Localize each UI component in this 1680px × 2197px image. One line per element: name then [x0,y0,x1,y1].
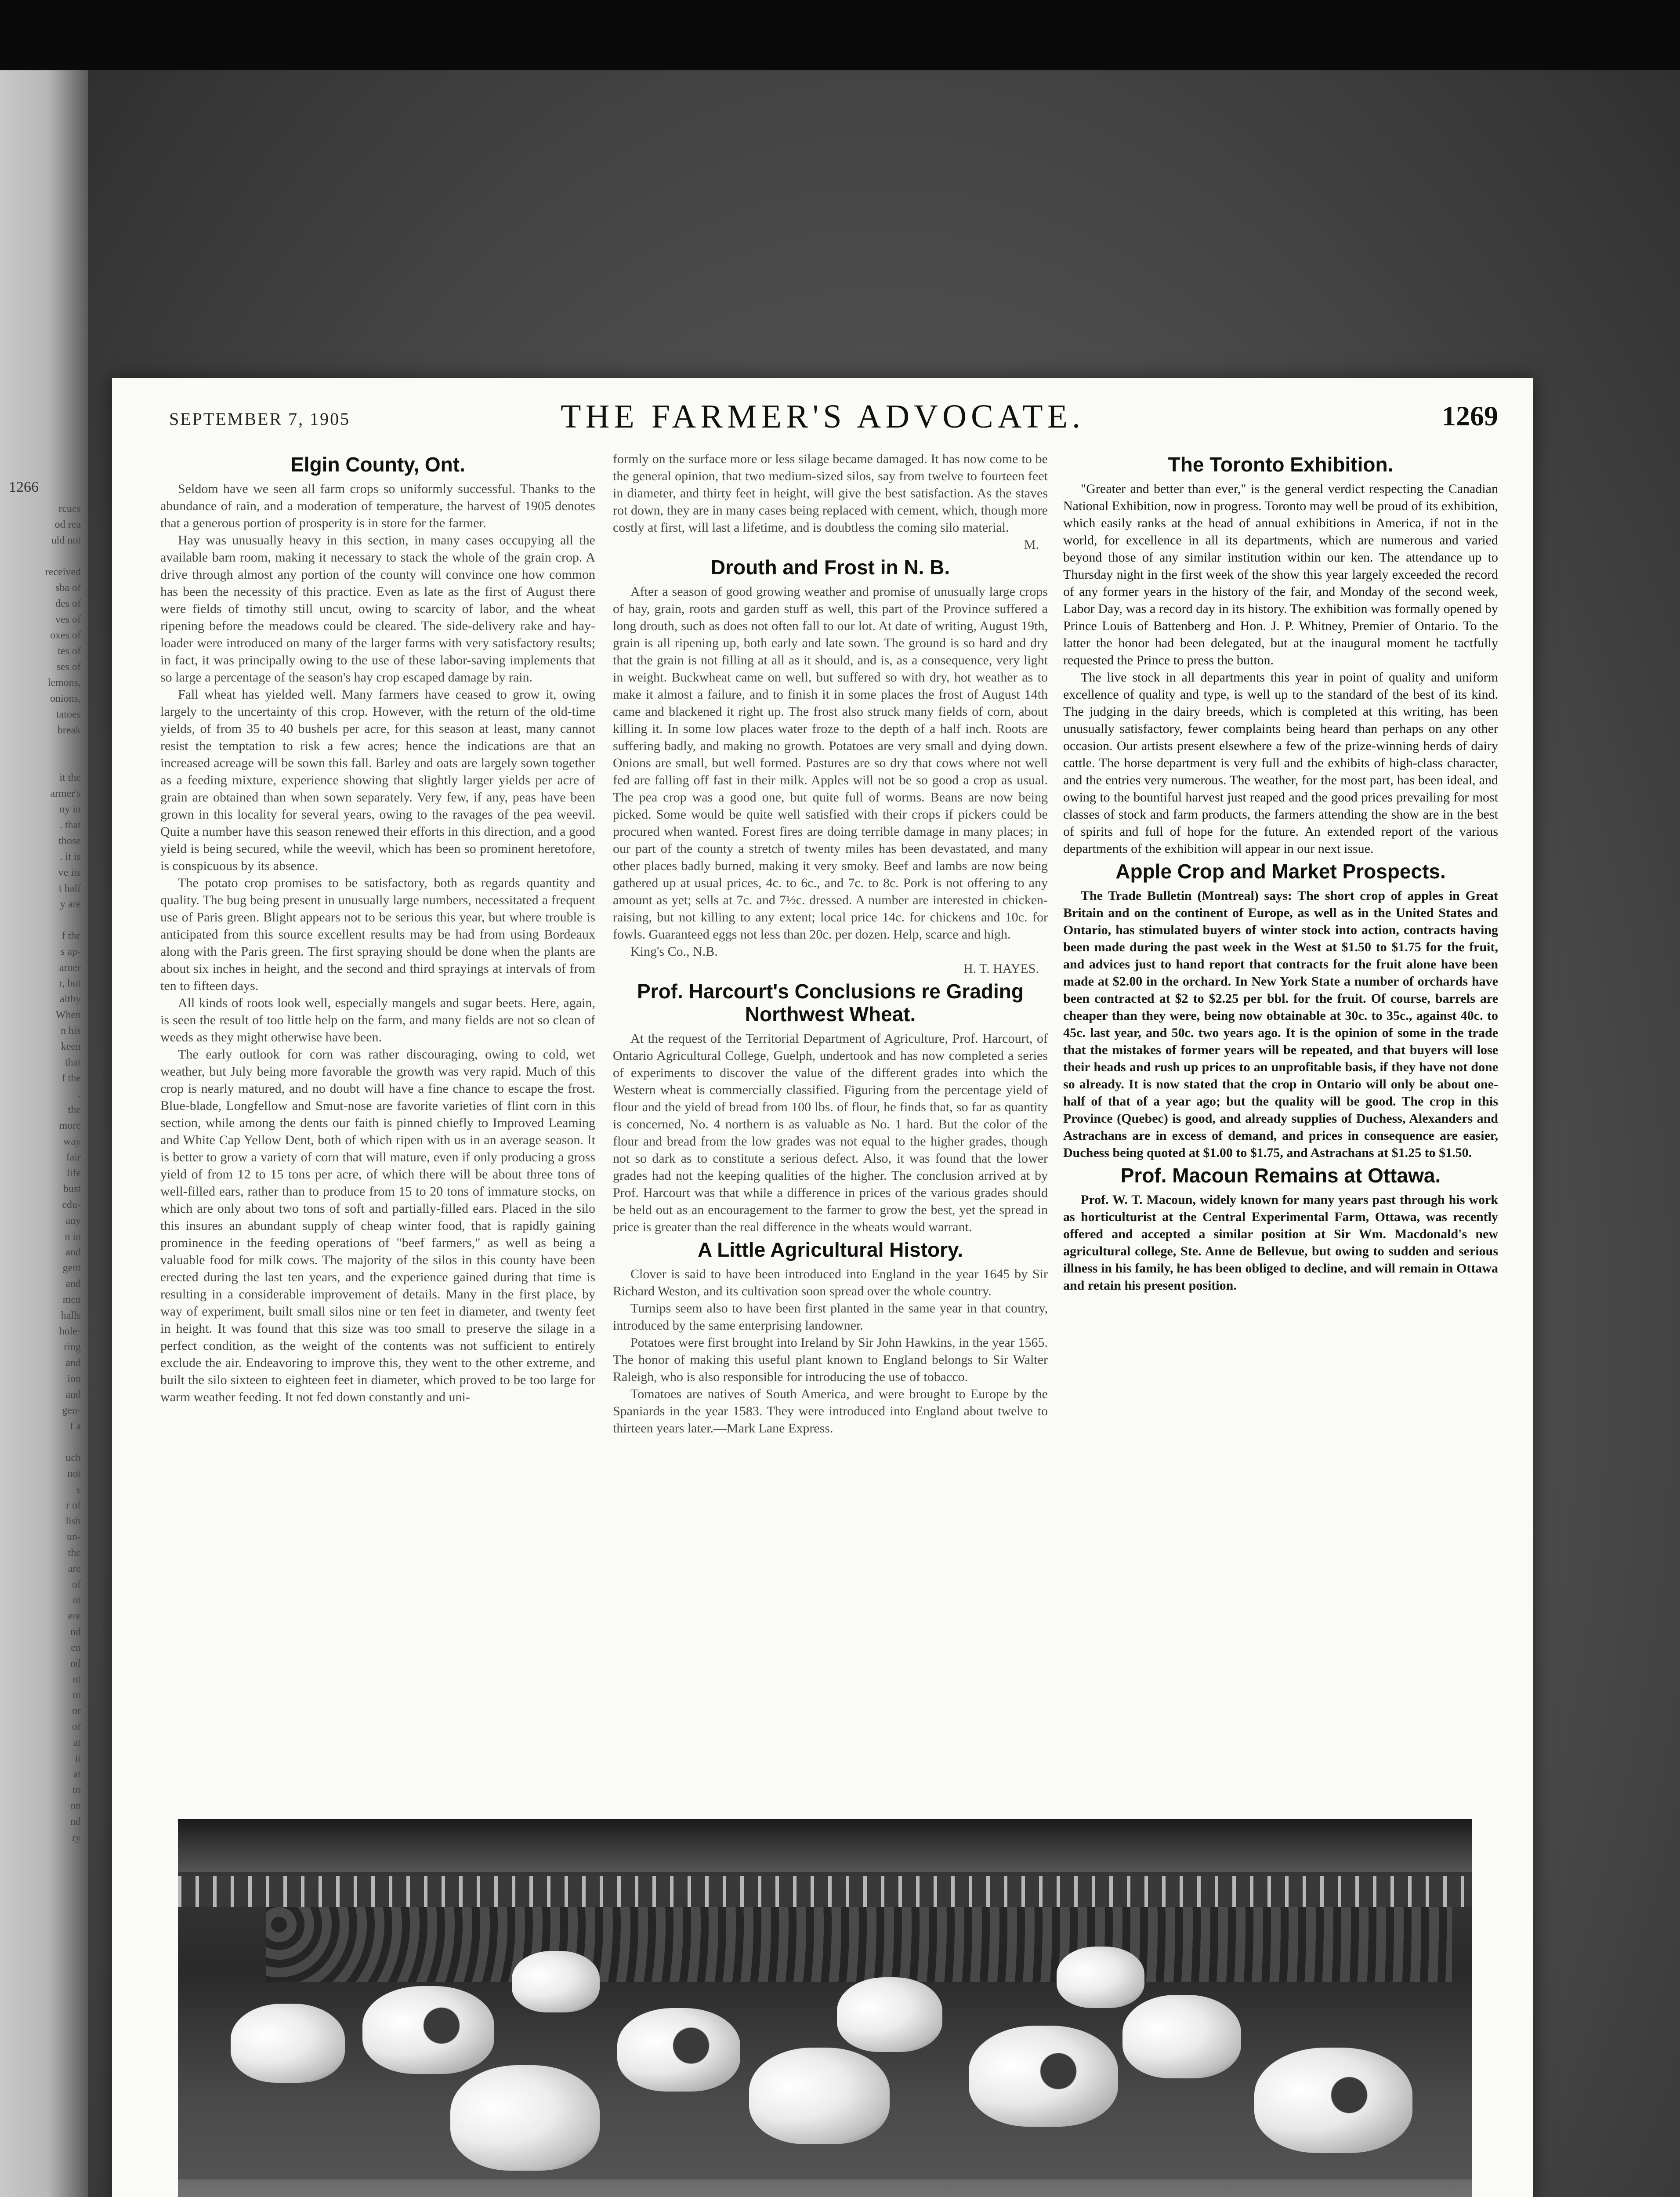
article-title-history: A Little Agricultural History. [697,1238,963,1261]
article-signature: M. [1024,537,1039,552]
cow-figure [969,2026,1118,2127]
paragraph: The Trade Bulletin (Montreal) says: The short crop of apples in Great Britain and on the continent of Europe, as well as in the United States and Ontario, has stimulated buyers of winter stock into action, contracts having been made during the past week in the West at $1.50 to $1.75 for the fruit, and advices just to hand report that contracts for the fruit alone have been made at $2.00 in the orchard. In New York State a number of orchards have been contracted at $2 to $2.25 per bbl. for the fruit. Of course, barrels are cheaper than they were, being now obtainable at 30c. to 35c., against 40c. to 45c. last year, and 50c. two years ago. It is the opinion of some in the trade that the mistakes of former years will be repeated, and that buyers will lose their heads and rush up prices to an unprofitable basis, if they have not done so already. It is now stated that the crop in Ontario will only be about one-half of that of a year ago; but the quality will be good. The crop in this Province (Quebec) is good, and already supplies of Duchess, Alexanders and Astrachans are in excess of demand, and prices in consequence are easier, Duchess being quoted at $1.00 to $1.75, and Astrachans at $1.25 to $1.50. [1063,888,1498,1160]
cattle-photograph [178,1819,1472,2197]
paragraph: The early outlook for corn was rather discouraging, owing to cold, wet weather, but July being more favorable the growth was very rapid. Much of this crop is nearly matured, and no doubt will have a fine chance to escape the frost. Blue-blade, Longfellow and Smut-nose are favorite varieties of flint corn in this section, while among the dents our faith is pinned chiefly to Improved Leaming and White Cap Yellow Dent, both of which ripen with us in an average season. It is better to grow a variety of corn that will mature, even if only producing a gross yield of from 12 to 15 tons per acre, of which there will be about three tons of well-filled ears, rather than to produce from 15 to 20 tons of immature stocks, on which are only about two tons of soft and partially-filled ears. Placed in the silo this insures an abundant supply of cheap winter food, that is rapidly gaining prominence in the feeding operations of "beef farmers," as well as being a valuable food for milk cows. The majority of the silos in this county have been erected during the last ten years, and the experience gained during that time is resulting in a considerable improvement of details. Many in the first place, by way of experiment, built small silos nine or ten feet in diameter, and twenty feet in height. It was found that this size was too small to preserve the silage in a perfect condition, as the weight of the contents was not sufficient to entirely exclude the air. Endeavoring to improve this, they went to the other extreme, and built the silo sixteen to eighteen feet in diameter, which proved to be too large for warm weather feeding. It not fed down constantly and uni- [160,1047,595,1404]
cow-figure [617,2008,740,2092]
paragraph: At the request of the Territorial Department of Agriculture, Prof. Harcourt, of Ontario Agricultural College, Guelph, undertook and has now completed a series of experiments to discover the value of the different grades into which the Western wheat is commercially classified. Figuring from the percentage yield of flour and the yield of bread from 100 lbs. of flour, he finds that, so far as quantity is concerned, No. 4 northern is as valuable as No. 1 hard. But the color of the flour and bread from the low grades was not equal to the higher grades, though not so dark as to constitute a serious defect. Also, it was found that the lower grades had not the keeping qualities of the higher. The conclusion arrived at by Prof. Harcourt was that while a difference in prices of the various grades should be held out as an encouragement to the farmer to grow the best, yet the spread in price is greater than the real difference in the wheats would warrant. [613,1031,1048,1234]
photo-fence [178,1876,1472,1907]
article-body-elgin [160,480,595,1406]
paragraph: The live stock in all departments this year in point of quality and uniform excellence of quality and type, is well up to the standard of the best of its kind. The judging in the dairy breeds, which is completed at this writing, has been unusually satisfactory, fewer complaints being heard than perhaps on any other occasion. Our artists present elsewhere a few of the prize-winning herds of dairy cattle. The horse department is very full and the exhibits of high-class character, and the entries very numerous. The weather, for the most part, has been ideal, and owing to the bountiful harvest just reaped and the good prices prevailing for most classes of stock and farm products, the farmers attending the show are in the best of spirits and full of hope for the future. An extended report of the various departments of the exhibition will appear in our next issue. [1063,670,1498,856]
paragraph: All kinds of roots look well, especially mangels and sugar beets. Here, again, is seen the result of too little help on the farm, and many fields are not so clean of weeds as they might otherwise have been. [160,996,595,1044]
article-signature: H. T. HAYES. [963,961,1039,976]
paragraph: Clover is said to have been introduced into England in the year 1645 by Sir Richard Weston, and its cultivation soon spread over the whole country. [613,1267,1048,1298]
column-2 [613,450,1048,1437]
paragraph: Prof. W. T. Macoun, widely known for many years past through his work as horticulturist at the Central Experimental Farm, Ottawa, was recently offered and accepted a similar position at Sir Wm. Macdonald's new agricultural college, Ste. Anne de Bellevue, but owing to sudden and serious illness in his family, he has been obliged to decline, and will remain in Ottawa and retain his present position. [1063,1193,1498,1293]
left-page-number: 1266 [9,479,39,495]
cow-figure [1122,1995,1241,2078]
paragraph: Tomatoes are natives of South America, and were brought to Europe by the Spaniards in the year 1583. They were introduced into England about twelve to thirteen years later.—Mark Lane Express. [613,1387,1048,1436]
continued-paragraph: formly on the surface more or less silage became damaged. It has now come to be the general opinion, that two medium-sized silos, say from twelve to fourteen feet in diameter, and thirty feet in height, will give the best satisfaction. As the staves rot down, they are in many cases being replaced with cement, which, though more costly at first, will last a lifetime, and is doubtless the coming silo material. [613,452,1048,535]
page-header [112,395,1533,439]
cow-figure [512,1951,600,2012]
cow-figure [450,2065,600,2171]
cow-figure [362,1986,494,2074]
photo-crowd [266,1907,1452,1982]
page-number: 1269 [1442,400,1498,431]
article-title-apple-crop: Apple Crop and Market Prospects. [1115,860,1446,883]
article-title-macoun: Prof. Macoun Remains at Ottawa. [1120,1164,1441,1187]
article-dateline: King's Co., N.B. [630,944,718,959]
column-1 [160,450,595,1406]
left-page-text-fragments: rcues od rea uld not received sba of des of ves of oxes of tes of ses of lemons, onions, tatoes break it the armer's ny in . that those . it is ve its t half y are f the s ap- arner r, but althy When n his keen that f the . the more way fair life bust edu- any n in and gent and men halls hole- ring and ion and gen- f a uch not s r of lish un- the are of nt ere nd en nd nt to or of at it at to on nd ry [45,503,81,1843]
paragraph: Potatoes were first brought into Ireland by Sir John Hawkins, in the year 1565. The honor of making this useful plant known to England belongs to Sir Walter Raleigh, who is also responsible for introducing the use of tobacco. [613,1335,1048,1384]
cow-figure [837,1977,942,2052]
photo-roof [178,1819,1472,1872]
column-3 [1063,450,1498,1294]
paragraph: Turnips seem also to have been first planted in the same year in that country, introduced by the same enterprising landowner. [613,1301,1048,1333]
cow-figure [749,2048,890,2144]
cow-figure [1254,2048,1412,2153]
issue-date: SEPTEMBER 7, 1905 [169,409,351,429]
article-title-drouth: Drouth and Frost in N. B. [710,556,950,579]
masthead-title: THE FARMER'S ADVOCATE. [561,398,1085,435]
article-title-harcourt: Prof. Harcourt's Conclusions re Grading Northwest Wheat. [637,980,1024,1026]
article-title-toronto-exhibition: The Toronto Exhibition. [1168,453,1394,476]
newspaper-page [112,378,1533,2197]
film-border-top [0,0,1680,70]
paragraph: After a season of good growing weather and promise of unusually large crops of hay, grain, roots and garden stuff as well, this part of the Province suffered a long drouth, such as does not often fall to our lot. At date of writing, August 19th, grain is all ripening up, both early and late sown. The ground is so hard and dry that the grain is not filling at all as it should, and is, as a consequence, very light in weight. Buckwheat came on well, but suffered so with dry, hot weather as to make it almost a failure, and to finish it in some places the frost of August 14th came and blackened it right up. The frost also struck many fields of corn, about killing it. In some low places water froze to the depth of a half inch. Roots are suffering badly, and making no growth. Potatoes are very small and dying down. Onions are small, but well formed. Pastures are so dry that cows where not well fed are falling off fast in their milk. Apples will not be so good a crop as usual. The pea crop was a good one, but quite full of worms. Beans are now being picked. Some would be quite well satisfied with their crops if pickers could be procured when wanted. Forest fires are doing terrible damage in many places; in our part of the county a stretch of twenty miles has been devastated, and many other places badly burned, making it very smoky. Beef and lambs are now being gathered up at usual prices, 4c. to 6c., and 7c. to 8c. Pork is not offering to any amount as yet; sells at 7c. and 7½c. dressed. A number are interested in chicken-raising, but not killing to any extent; local price 14c. for chickens and 10c. for fowls. Guaranteed eggs not less than 20c. per dozen. Help, scarce and high. [613,584,1048,942]
paragraph: The potato crop promises to be satisfactory, both as regards quantity and quality. The bug being present in unusually large numbers, necessitated a frequent use of Paris green. Blight appears not to be serious this year, but where trouble is anticipated from this source excellent results may be had from using Bordeaux along with the Paris green. The first spraying should be done when the plants are about six inches in height, and the second and third sprayings at intervals of from ten to fifteen days. [160,876,595,993]
article-title-elgin: Elgin County, Ont. [290,453,465,476]
left-page-fragment [0,70,88,2197]
photo-ground [178,2179,1472,2197]
cow-figure [231,2004,345,2083]
paragraph: "Greater and better than ever," is the general verdict respecting the Canadian National Exhibition, now in progress. Toronto may well be proud of its exhibition, which easily ranks at the head of annual exhibitions in America, if not in the world, for excellence in all its departments, which are numerous and varied beyond those of any similar institution within our ken. The attendance up to Thursday night in the first week of the show this year largely exceeded the record of any former years in the history of the fair, and Monday of the second week, Labor Day, was a record day in its history. The exhibition was formally opened by Prince Louis of Battenberg and Hon. J. P. Whitney, Premier of Ontario. To the latter the honor had been delegated, but at the inaugural moment he tactfully requested the Prince to press the button. [1063,482,1498,667]
cow-figure [1057,1947,1144,2008]
paragraph: Fall wheat has yielded well. Many farmers have ceased to grow it, owing largely to the uncertainty of this crop. However, with the return of the old-time yields, of from 35 to 40 bushels per acre, for this season at least, many cannot resist the temptation to risk a few acres; hence the indications are that an increased acreage will be sown this fall. Barley and oats are largely sown together as a feeding mixture, experience showing that slightly larger yields per acre of grain are obtained than when sown separately. Very few, if any, peas have been grown in this locality for several years, owing to the ravages of the pea weevil. Quite a number have this season renewed their efforts in this direction, and a good yield is being secured, while the weevil, which has been so prominent heretofore, is conspicuous by its absence. [160,687,595,873]
paragraph: Hay was unusually heavy in this section, in many cases occupying all the available barn room, making it necessary to stack the whole of the grain crop. A drive through almost any portion of the county will convince one how common has been the necessity of this practice. Even as late as the first of August there were fields of timothy still uncut, owing to scarcity of labor, and the wheat ripening before the meadows could be cleared. The side-delivery rake and hay-loader were introduced on many of the larger farms with very satisfactory results; in fact, it was principally owing to the use of these labor-saving implements that so large a percentage of the season's hay crop escaped damage by rain. [160,533,595,685]
paragraph: Seldom have we seen all farm crops so uniformly successful. Thanks to the abundance of rain, and a moderation of temperature, the harvest of 1905 denotes that a generous portion of prosperity is in store for the farmer. [160,482,595,530]
